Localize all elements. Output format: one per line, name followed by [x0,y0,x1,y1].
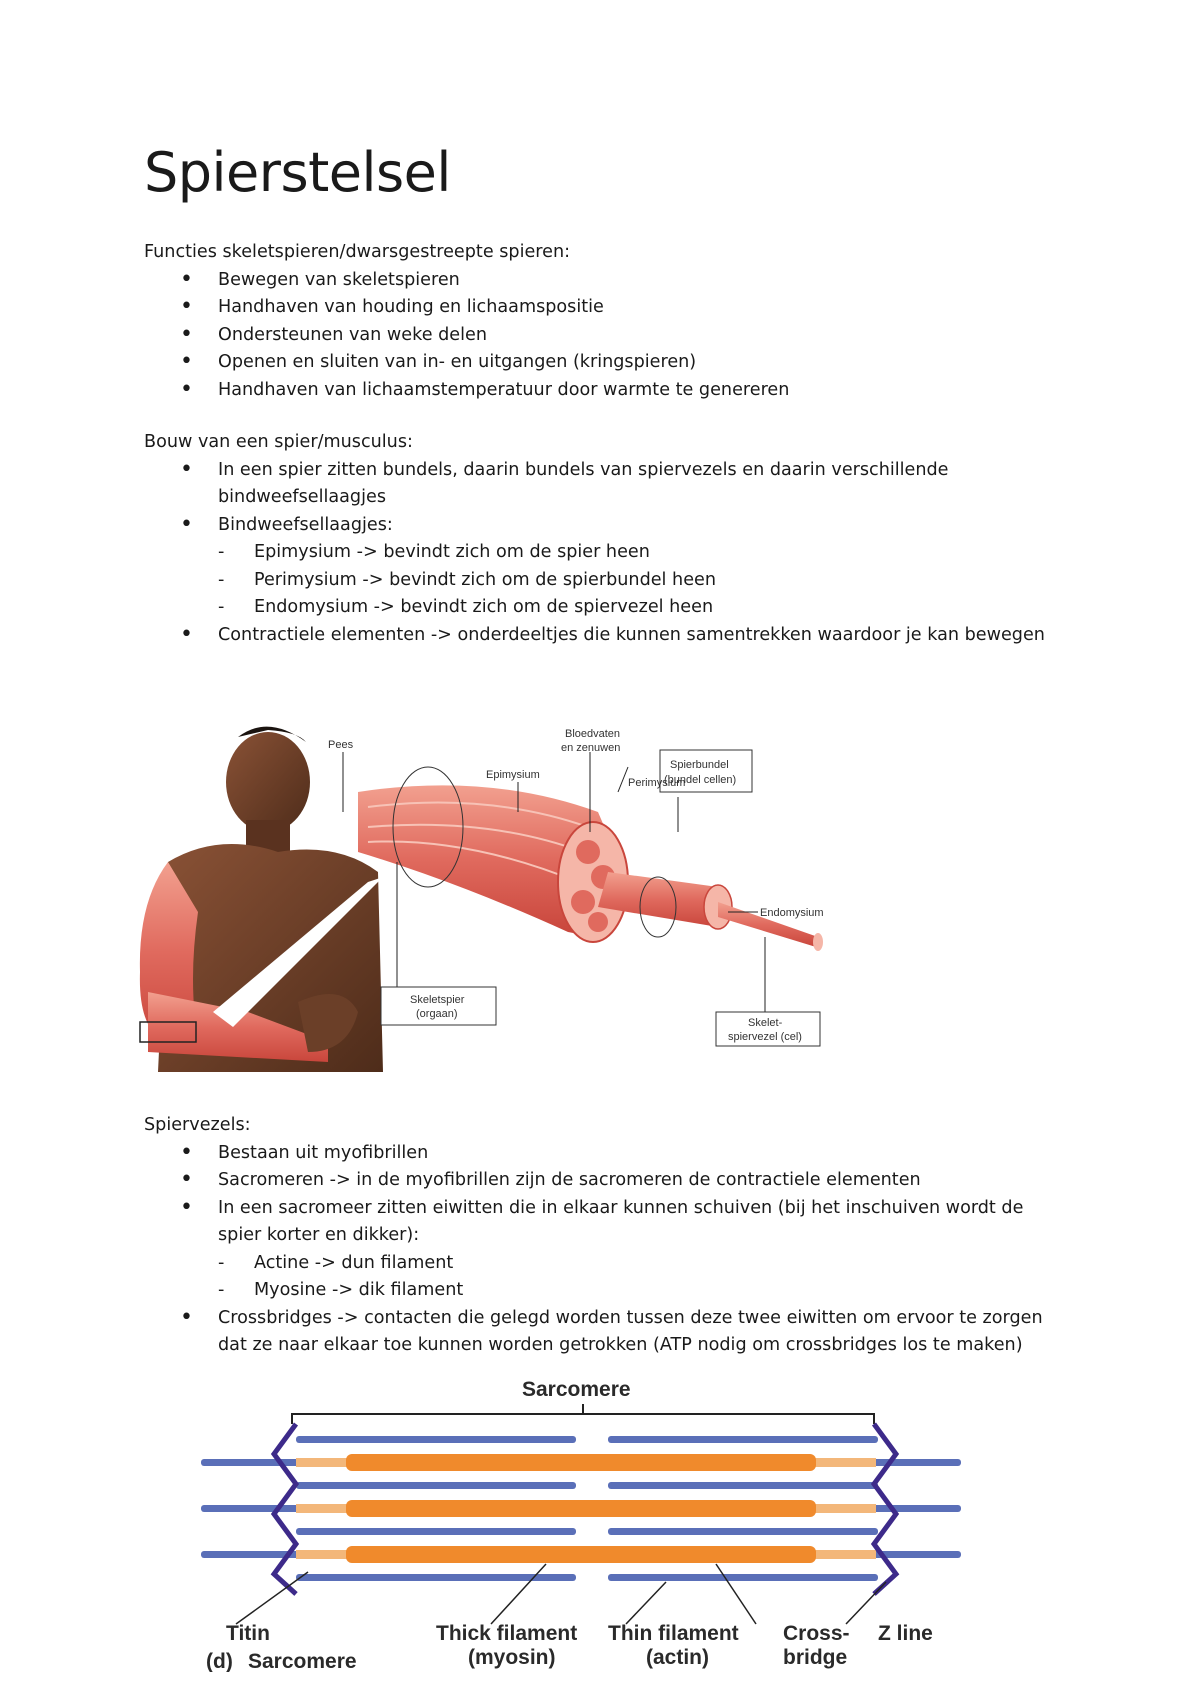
fibers-list [144,1140,1064,1360]
list-item: • In een spier zitten bundels, daarin bundels van spiervezels en daarin verschillende bindweefsellaagjes [144,457,1064,512]
list-item: • Handhaven van lichaamstemperatuur door warmte te genereren [144,377,1064,405]
sub-list-item: - Myosine -> dik filament [218,1277,1064,1305]
label-bloedvaten-2: en zenuwen [561,742,621,754]
list-item-label: Bindweefsellaagjes: [218,514,393,535]
label-spierbundel-1: Spierbundel [670,759,729,771]
label-skeletvezel-1: Skelet- [748,1017,783,1029]
label-epimysium: Epimysium [486,769,540,781]
person-illustration [140,727,383,1072]
label-thick-filament-1: Thick filament [436,1622,578,1645]
label-skeletspier-2: (orgaan) [416,1008,458,1020]
sub-list-item: - Perimysium -> bevindt zich om de spierbundel heen [218,567,1064,595]
label-skeletspier-1: Skeletspier [410,994,465,1006]
list-item: • Openen en sluiten van in- en uitgangen (kringspieren) [144,349,1064,377]
label-thin-filament-1: Thin filament [608,1622,739,1645]
functions-list [144,267,1064,405]
label-endomysium: Endomysium [760,907,824,919]
label-thick-filament-2: (myosin) [468,1646,556,1669]
list-item [144,512,1064,622]
sarcomere-figure [196,1372,966,1672]
sub-list-item: - Actine -> dun filament [218,1250,1064,1278]
label-spierbundel-2: (bundel cellen) [664,774,737,786]
structure-heading: Bouw van een spier/musculus: [144,432,413,452]
list-item: • Bestaan uit myofibrillen [144,1140,1064,1168]
fibers-heading: Spiervezels: [144,1115,251,1135]
functions-heading: Functies skeletspieren/dwarsgestreepte spieren: [144,242,571,262]
label-pees: Pees [328,739,354,751]
list-item-label: In een sacromeer zitten eiwitten die in elkaar kunnen schuiven (bij het inschuiven wordt de spier korter en dikker): [218,1197,1024,1245]
label-titin: Titin [226,1622,270,1645]
list-item: • Sacromeren -> in de myofibrillen zijn de sacromeren de contractiele elementen [144,1167,1064,1195]
structure-list [144,457,1064,650]
muscle-anatomy-figure [128,712,908,1082]
list-item: • Ondersteunen van weke delen [144,322,1064,350]
list-item: • Crossbridges -> contacten die gelegd worden tussen deze twee eiwitten om ervoor te zorgen dat ze naar elkaar toe kunnen worden getrokken (ATP nodig om crossbridges los te maken) [144,1305,1064,1360]
caption-text: Sarcomere [248,1650,357,1672]
myosin-filaments [296,1454,876,1563]
label-skeletvezel-2: spiervezel (cel) [728,1031,802,1043]
label-perimysium: Perimysium [628,777,686,789]
label-cross-bridge-2: bridge [783,1646,848,1669]
label-z-line: Z line [878,1622,933,1645]
structure-section [144,429,1064,649]
sub-list-item: - Endomysium -> bevindt zich om de spiervezel heen [218,594,1064,622]
functions-section [144,239,1064,404]
sarcomere-bracket [292,1414,874,1424]
list-item [144,1195,1064,1305]
label-bloedvaten-1: Bloedvaten [565,728,621,740]
label-thin-filament-2: (actin) [646,1646,709,1669]
list-item: • Bewegen van skeletspieren [144,267,1064,295]
label-cross-bridge-1: Cross- [783,1622,850,1645]
list-item: • Contractiele elementen -> onderdeeltjes die kunnen samentrekken waardoor je kan bewegen [144,622,1064,650]
caption-letter: (d) [206,1650,233,1672]
sub-list [218,1250,1064,1305]
page-title: Spierstelsel [144,141,451,204]
sub-list-item: - Epimysium -> bevindt zich om de spier heen [218,539,1064,567]
sarcomere-title: Sarcomere [522,1378,631,1401]
fibers-section [144,1112,1064,1360]
sub-list [218,539,1064,622]
list-item: • Handhaven van houding en lichaamspositie [144,294,1064,322]
